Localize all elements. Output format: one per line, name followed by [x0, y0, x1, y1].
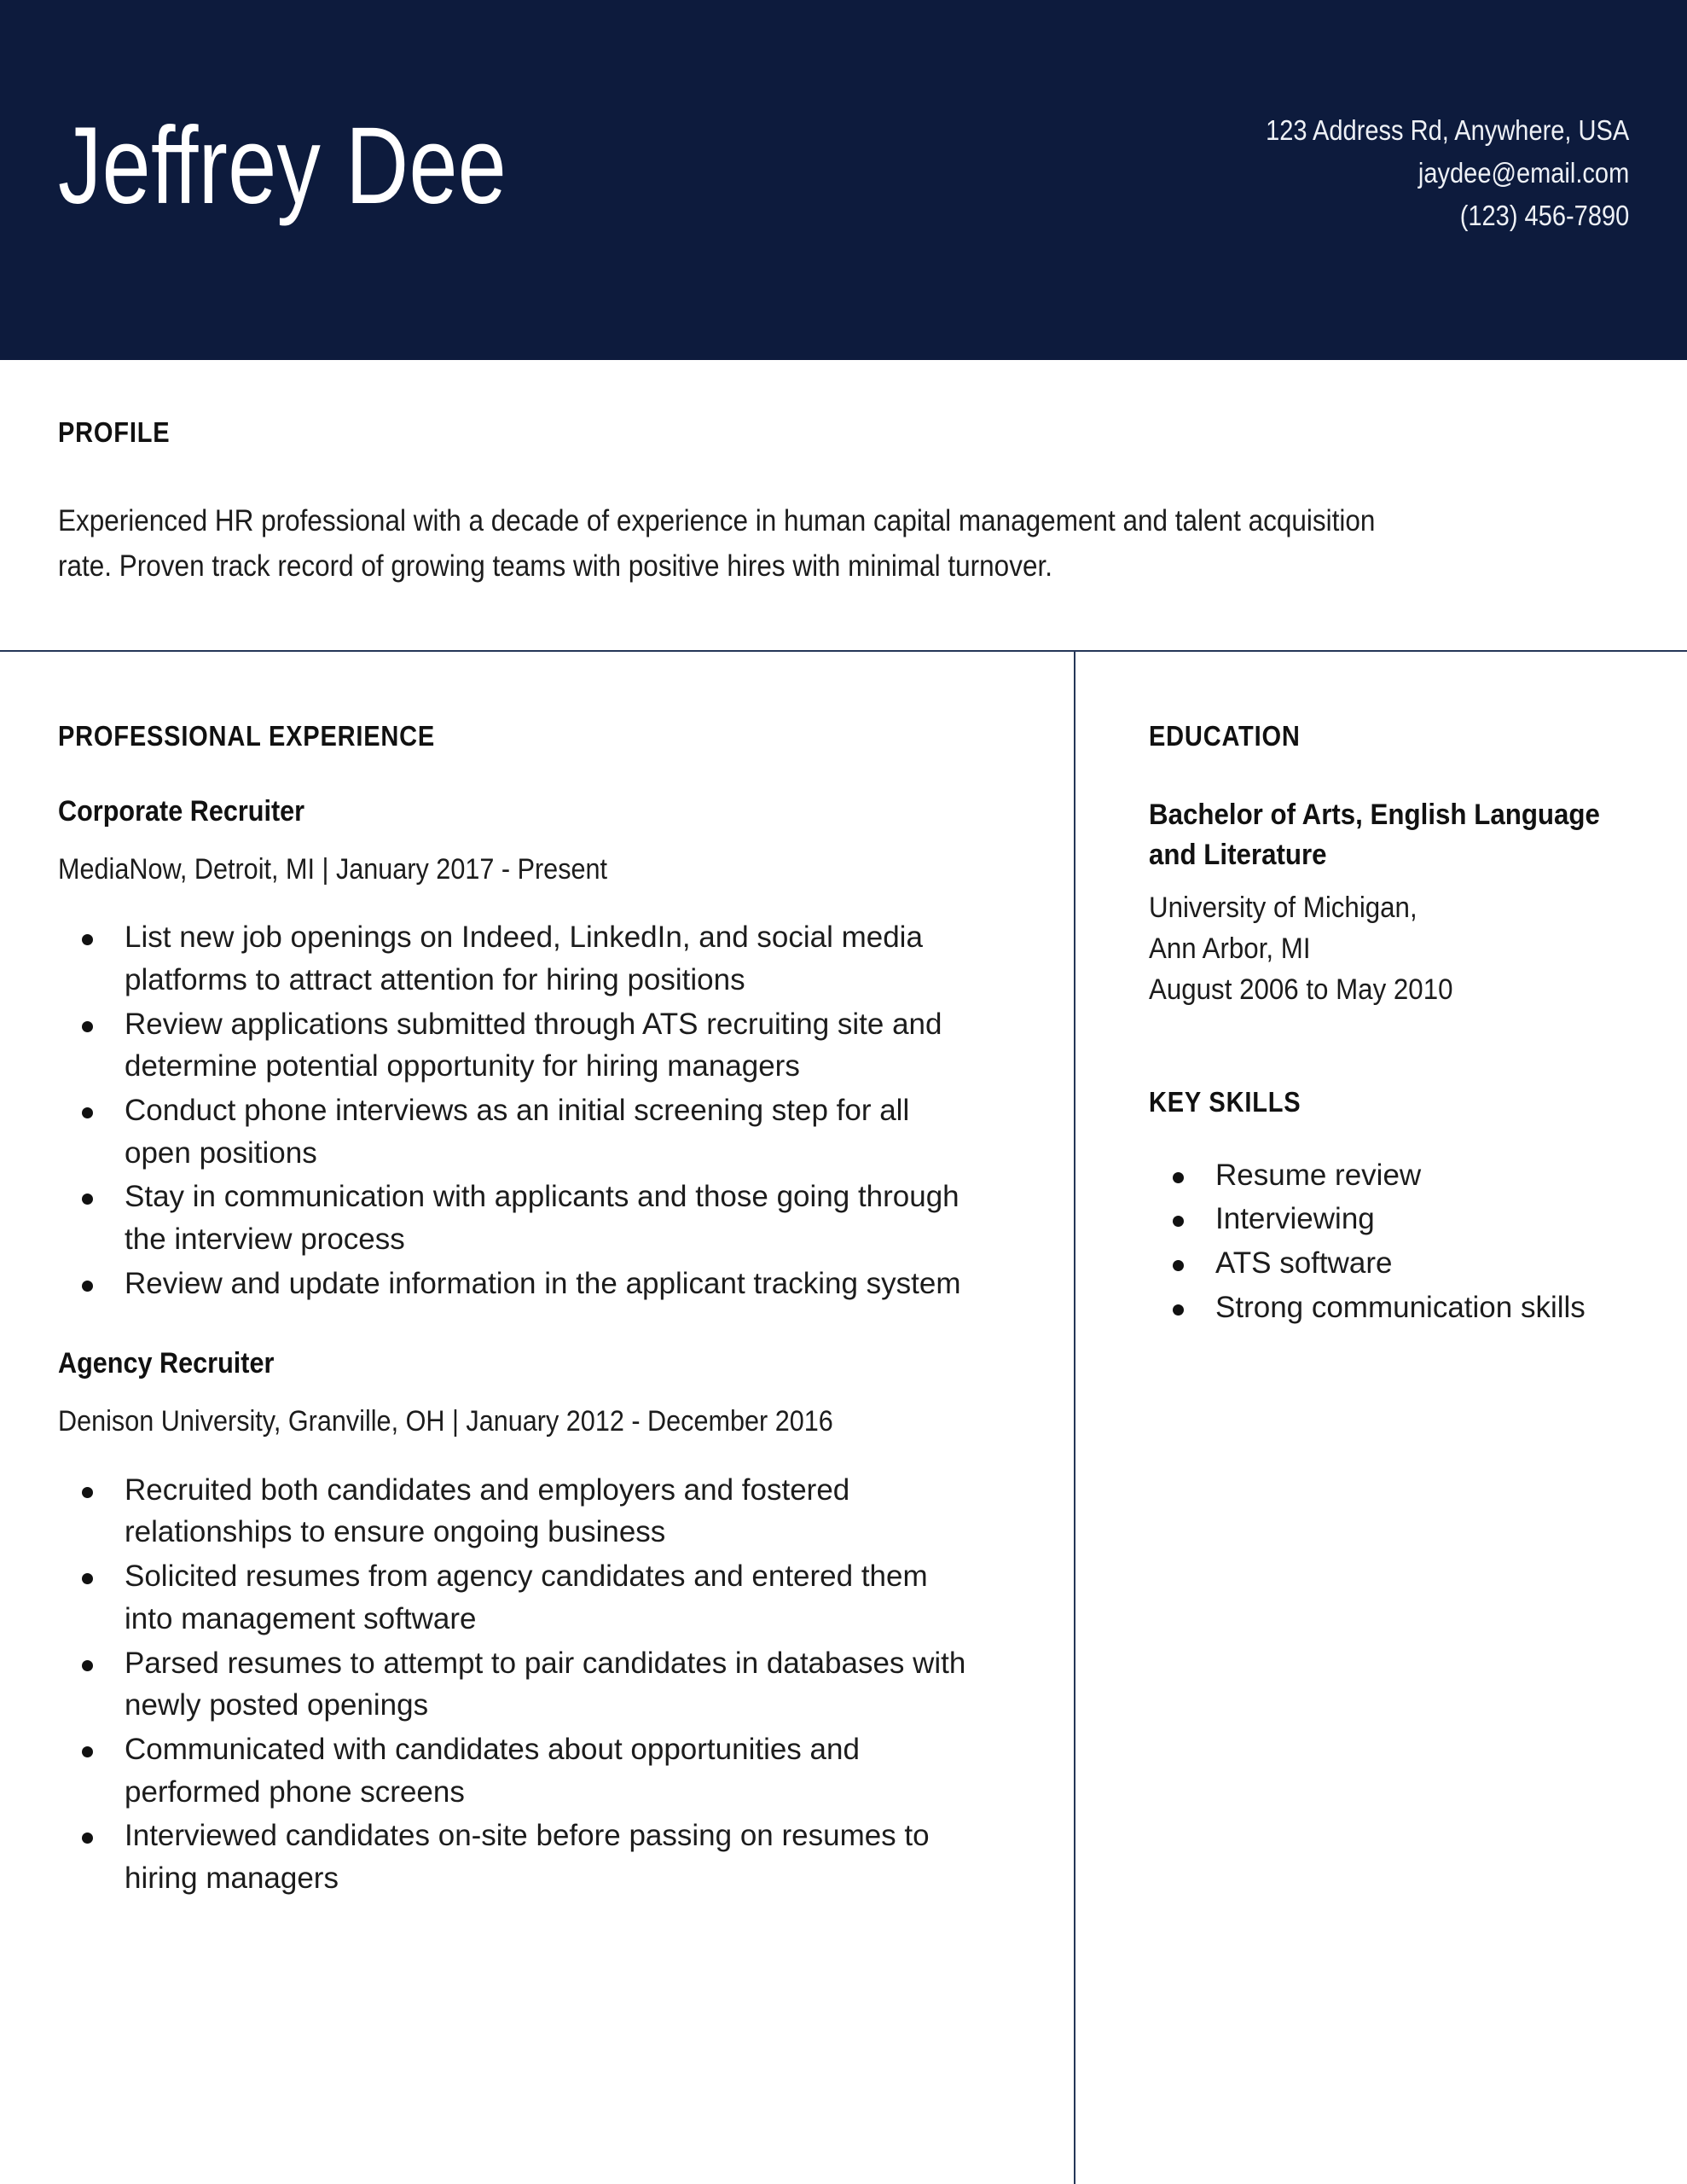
contact-phone[interactable]: (123) 456-7890: [1459, 200, 1629, 232]
job-bullet: Communicated with candidates about opportunities and performed phone screens: [58, 1728, 980, 1813]
profile-summary-text: Experienced HR professional with a decade of experience in human capital management and talent acquisition rate. Proven track record of growing teams with positive hires with minimal turnover.: [58, 504, 1376, 584]
skill-item: ATS software: [1149, 1242, 1653, 1285]
education-school: University of Michigan,: [1149, 891, 1417, 924]
job-bullet: Recruited both candidates and employers and fostered relationships to ensure ongoing business: [58, 1469, 980, 1554]
sidebar-column: [1074, 686, 1687, 1330]
job-title: Corporate Recruiter: [58, 795, 305, 828]
job-bullet: Conduct phone interviews as an initial screening step for all open positions: [58, 1089, 980, 1174]
job-bullet: Stay in communication with applicants and those going through the interview process: [58, 1176, 980, 1260]
job-title: Agency Recruiter: [58, 1347, 275, 1380]
job-bullet: Parsed resumes to attempt to pair candidates in databases with newly posted openings: [58, 1642, 980, 1727]
job-bullet: Interviewed candidates on-site before passing on resumes to hiring managers: [58, 1815, 980, 1899]
education-degree: Bachelor of Arts, English Language and Literature: [1149, 799, 1600, 871]
skill-item: Interviewing: [1149, 1198, 1653, 1240]
job-bullet-list: [58, 916, 980, 1304]
experience-heading: PROFESSIONAL EXPERIENCE: [58, 720, 436, 752]
job-bullet: List new job openings on Indeed, LinkedIn, and social media platforms to attract attention for hiring positions: [58, 916, 980, 1001]
key-skills-list: [1149, 1154, 1653, 1329]
contact-info-block: [1266, 109, 1629, 237]
education-dates: August 2006 to May 2010: [1149, 973, 1453, 1007]
job-meta: MediaNow, Detroit, MI | January 2017 - Present: [58, 853, 608, 886]
contact-address: 123 Address Rd, Anywhere, USA: [1265, 114, 1629, 146]
experience-column: [0, 686, 1074, 1908]
job-meta: Denison University, Granville, OH | January 2012 - December 2016: [58, 1405, 833, 1438]
key-skills-heading: KEY SKILLS: [1149, 1085, 1301, 1118]
contact-email[interactable]: jaydee@email.com: [1417, 157, 1629, 189]
skill-item: Resume review: [1149, 1154, 1653, 1197]
job-bullet: Solicited resumes from agency candidates and entered them into management software: [58, 1555, 980, 1640]
skill-item: Strong communication skills: [1149, 1287, 1653, 1329]
job-entry: [58, 795, 980, 1304]
candidate-name: Jeffrey Dee: [58, 105, 507, 227]
profile-heading: PROFILE: [58, 416, 171, 448]
job-bullet: Review applications submitted through ATS recruiting site and determine potential opportunity for hiring managers: [58, 1003, 980, 1088]
job-entry: [58, 1347, 980, 1899]
resume-header: [0, 0, 1687, 360]
job-bullet: Review and update information in the applicant tracking system: [58, 1263, 980, 1305]
job-bullet-list: [58, 1469, 980, 1900]
profile-section: [0, 360, 1687, 650]
education-location: Ann Arbor, MI: [1149, 932, 1311, 966]
resume-body: [0, 650, 1687, 1908]
education-heading: EDUCATION: [1149, 720, 1301, 752]
